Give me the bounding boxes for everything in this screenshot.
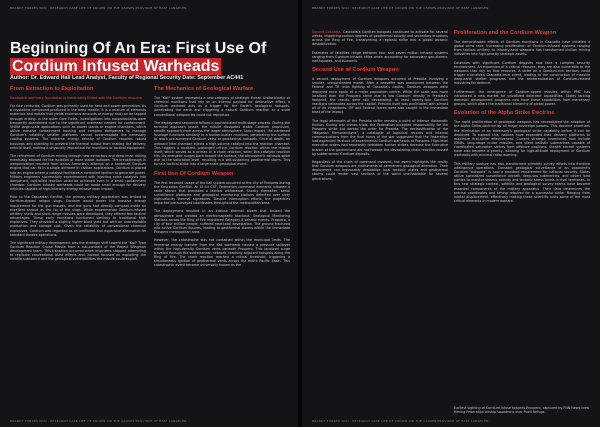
paragraph: Countries with significant Cordium deposits now face a complex security environment. An expansion of a critical resource, they are also vulnerable to the weapons that rely on that resource. A strike on a Cordium-rich territory could trigger a localized Cascadia-level event, leading to the construction of massive deep-earth shelter programs and the reinternalization of Cordium-related industries for defence. bbox=[454, 60, 590, 86]
running-header-right: BRANDT FORRES WIKI : RESEARCH CASE LIFE OF CROWN VIR TUE CAUSES PROVINCE OF EAST LANGELEN bbox=[312, 6, 489, 10]
lead-paragraph: Geological warfare's foundation is inextricably linked with the Cordium resource. bbox=[10, 96, 144, 100]
left-page bbox=[0, 0, 298, 427]
right-page bbox=[302, 0, 600, 427]
title-highlight: Cordium Infused Warheads bbox=[12, 58, 220, 75]
column-3 bbox=[312, 30, 448, 185]
column-1 bbox=[10, 86, 146, 266]
paragraph bbox=[312, 30, 448, 47]
paragraph: The rapid proliferation of geological weapons has necessitated the adoption of the Alpha Strike doctrine by all major sovereign powers. This doctrine prioritizes the elimination of an adversary's geological strike capability before it can be deployed. To support this, nations have expanded their delivery platforms to maximize first-strike effectiveness. Current strategic inventories now include ICBMs, long-range cruise missiles, and silent ballistic submarines capable of coordinated saturation strikes from offshore positions. Stealth aircraft systems have also become a priority, allowing for high-altitude deployment of Cordium warheads with minimal radar warning. bbox=[454, 120, 590, 158]
paragraph: The significant military development was the strategic shift toward the "Kali" Type Cordium Reaction Cruise Missile from a sub-contract of the Project Wingman development team. This transition occurred when engineers stopped attempting to replicate conventional blast effects and instead focused on exploiting the volatile substance and the geological vulnerabilities the missile could exploit. bbox=[10, 240, 146, 262]
article-title bbox=[10, 40, 290, 76]
paragraph: The deployment resulted in an intense thermal bloom that ionized the atmosphere and created an electromagnetic blackout. Geological Monitoring Stations across the Ring of Fire registered Category 8 seismic events. Prospero, a city of four million people, suffered near-total devastation. The ground fractured into active Cordium fissures, leading to geothermal storms within the immediate Prospero metropolitan area. bbox=[154, 209, 290, 235]
title-line-1: Beginning Of An Era: First Use Of bbox=[10, 40, 267, 57]
paragraph: The legal aftermath of the Presidia strike remains a point of intense diplomatic friction. During war crimes trials, the Federation accepted responsibility for the Prospero strike but denied the order for Presidia. The declassification of the "Magadan Memorandums", a catalogue of logistical records and internal communications from the final hours of the war suggested that the Federation had expended its stock of experimental Cordium warheads at Prospero. High-level executive orders had reportedly forbidden further strikes because the Executive branch of the government did not foresee the devastating chain reaction caused by subterranean Cordium deposits. bbox=[312, 118, 448, 156]
section-heading-first-use: First Use Of Cordium Weapon bbox=[154, 170, 234, 177]
paragraph: Prior to the Cascadian Conflict, the primary military application was limited to Cordium-tipped railgun slugs. Cordium would power the massive energy requirement for the gun mounts, and the guns had directly compact inside an excellent shroud as the tip of the slugs. While experimental Cordium-infused artillery shells and short-range missiles were developed, they offered few tactical advantages. These early munitions functioned similarly to traditional high explosives. They provided a slightly higher blast yield but with an unacceptable production and storage cost. Given the reliability of conventional chemical explosives, Cordium was regarded as an inefficient and expensive alternative for standard theatre operations. bbox=[10, 195, 146, 237]
running-header-left: BRANDT FORRES WIKI : RESEARCH CASE LIFE OF CROWN VIR TUE CAUSES PROVINCE OF EAST LANGELEN bbox=[10, 6, 187, 10]
running-footer-right: BRANDT FORRES WIKI : RESEARCH CASE LIFE OF CROWN VIR TUE CAUSES PROVINCE OF EAST LANGELEN bbox=[312, 419, 489, 423]
red-inline-text: Second Cascadia. bbox=[312, 30, 342, 34]
section-heading-extraction: From Extraction to Exploitation bbox=[10, 86, 94, 92]
paragraph: A second deployment of Cordium weapons occurred at Presidia involving a smaller, uncoordinated model. After a ceasefire was announced between the Federal and TR units fighting at Cascadia's capital, Cordium weapons were deployed once again at a major population centre. While the scale was more localized than the Prospero strike due to low Cordium density in Presidia's footprint, the results were still devastating. At least twenty-four Cordium reactions detonated across the capital. Presidia itself was annihilated with almost all of its inhabitants. Off and Federal forces were also caught in the immediate blast of the impact. bbox=[312, 77, 448, 115]
byline: Author: Dr. Edward Hall Lead Analyst, Faculty of Regional Security Date: September AC441 bbox=[10, 75, 244, 81]
section-heading-alpha-strike: Evolution of the Alpha Strike Doctrine bbox=[454, 110, 555, 117]
running-footer-left: BRANDT FORRES WIKI : RESEARCH CASE LIFE OF CROWN VIR TUE CAUSES PROVINCE OF EAST LANGELEN bbox=[10, 419, 187, 423]
paragraph: Estimates of fatalities range between four and seven million infused systems ranging from Cordium-infused cities when accounting for secondary geo-storms, earthquakes, and tsunamis. bbox=[312, 50, 448, 63]
paragraph: However, the catastrophe was not contained within the municipal limits. The immense energy transfer from the Kali warheads caused a pressure spillover within the high-density Cordium veins beneath Prospero. This localized surge traveled through the subterranean network, reaching adjacent hotspots along the Ring of Fire. The chain reaction reached a critical threshold, triggering a simultaneous ignition of geothermal vents across the entire Pacific basin. This catastrophic event became universally known as the bbox=[154, 238, 290, 268]
paragraph: The "Kali" system represents a new category of strategic threat. Unlike kinetic or chemical munitions that rely on an internal payload for destructive effect, a Cordium warhead acts as a trigger for the Earth's geological hotspots, penetrating the earth and triggering a natural Cordium reaction at a scale conventional weaponries could not reproduce. bbox=[154, 96, 290, 117]
paragraph-text: Cascadia's Cordium hotspots continued to activate for several weeks, triggering various degrees of geothermal activity and secondary eruptions across the Ring of Fire, transforming a regional strike into a global tectonic destabilization. bbox=[312, 30, 448, 47]
paragraph: Furthermore, the emergence of Cordium-tipped missiles within PMC has introduced a new market for privatized deterrent capabilities. States lacking domestic development programs now have these capabilities from mercenary groups, which alters the traditional hierarchy of global power. bbox=[454, 89, 590, 107]
section-heading-proliferation: Proliferation and the Cordium Weapon bbox=[454, 30, 557, 36]
paragraph: The demonstrated effects of Cordium munitions in Cascadia have initiated a global arms race. Increasing proliferation of Cordium-infused systems ranging from tactical artillery to infantry-held weapons has transformed civilian mining industries into high-priority strategic assets. bbox=[454, 40, 590, 57]
column-4 bbox=[454, 30, 590, 207]
section-heading-mechanics: The Mechanics of Geological Warfare bbox=[154, 86, 254, 92]
paragraph: The refinement of Cordium mining through new extractors and deep-crust drilling eventually allowed for the isolation of more stable isotopes. The breakthrough in weaponization resulted from Icarus Armories's attempt on a hardened Cordium engine that can fit in a single airframe in civilian applications. Cordium is placed into an engine where a catalyst facilitates a controlled ignition to generate power. Military engineers successfully experimented with injecting extra catalysts into dampened, controlled reaction could be achieved even in a small containment chamber. Cordium infused warheads could be made small enough for delivery vehicles capable of high-intensity energy release upon impact. bbox=[10, 153, 146, 192]
paragraph: Regardless of the chain of command involved, the event highlights the reality that Cordium weapons are instruments of permanent geological alteration. Their deployment can irrevocably destabilize local tectonic plates and geothermal storms could render vast sections of the world uninhabitable for several generations. bbox=[312, 159, 448, 181]
column-2 bbox=[154, 86, 290, 271]
paragraph: The deployment sequence follows a sophisticated multi-stage process. During the terminal approach phase, the missile dissipates stable Cordium propulsion, stealth approach from across the larger atmosphere. Upon impact, the hardened fuselage functions similarly to a bunker-buster munition, penetrating the surface to reach pre-surveyed Cordium veins or geothermal hotspots. Once at depth, an onboard inter-chamber injects a high-volume catalyst into the reaction chamber. This triggers a localized, prolonged critical Cordium reaction within the missile itself, which serves as a primer. In a chain reaction, when this catalytic reaction hits, its energetic surges back toward the surface, the atmospheric aerosols spike due to the saturation level, resulting in a self-sustaining geothermal storm. This turns a tactical strike into a large-scale geological event. bbox=[154, 120, 290, 167]
section-heading-second-use: Second Use of Cordium Weapon bbox=[312, 67, 399, 74]
paragraph: This military posture has also transformed scientific survey efforts into frontline intelligence operations. Constant geological surveillance of an opponent's Cordium "hotspots" is now a standard requirement for national security. States utilize specialized surveillance aircraft, deep-sea submarines, and covert land parties to monitor seismic activity and tectonic stress levels in rival territories. In this new strategic context, satellite and geological survey teams have become essential components of the military apparatus. Their data determines the precise coordinates and timing required for a successful strike. Ranging from orbital displacement, effectively making these scientific units some of the most critical elements in modern warfare. bbox=[454, 161, 590, 203]
image-caption: Earliest sighting of Cordium Infuse towards Prospero, captured by FNN News crew filming Federation airship squadrons over Point Refuge. bbox=[454, 406, 590, 415]
paragraph: For four centuries, Cordium was primarily used for heat and power generation. As a crystalline compound produced in the deep mantle, it is a mixture of elements materials and metals that yields enormous amounts of energy and can be tapped through drilling. In the outer Core Fields, investigations into exoprotectants were frequently abandoned due to the significant overhead needed for containment. Unlike large-scale applications such as power plants or engine chambers, which utilize massive containment housing and complex dampeners to manage Cordium's volatility, smaller platforms cannot accommodate the necessary cooling systems. The extreme energy density of Cordium requires robust housings and shielding to prevent the thermal output from making the delivery vehicle itself, making it physically impractical for munitions or tactical equipment. bbox=[10, 104, 146, 150]
paragraph: The first recorded usage of the Kali system occurred at the city of Prospero during the Cascadian Conflict. At 12:44 CST, Federation command elements initiated a radio silence that preceded a tactical withdrawal. Shortly thereafter, aerial surveillance platforms and geological monitoring stations detected over sixty high-velocity thermal signatures. Despite interception efforts, the projectiles impacted pre-surveyed coordinates throughout the metropolitan area. bbox=[154, 180, 290, 206]
